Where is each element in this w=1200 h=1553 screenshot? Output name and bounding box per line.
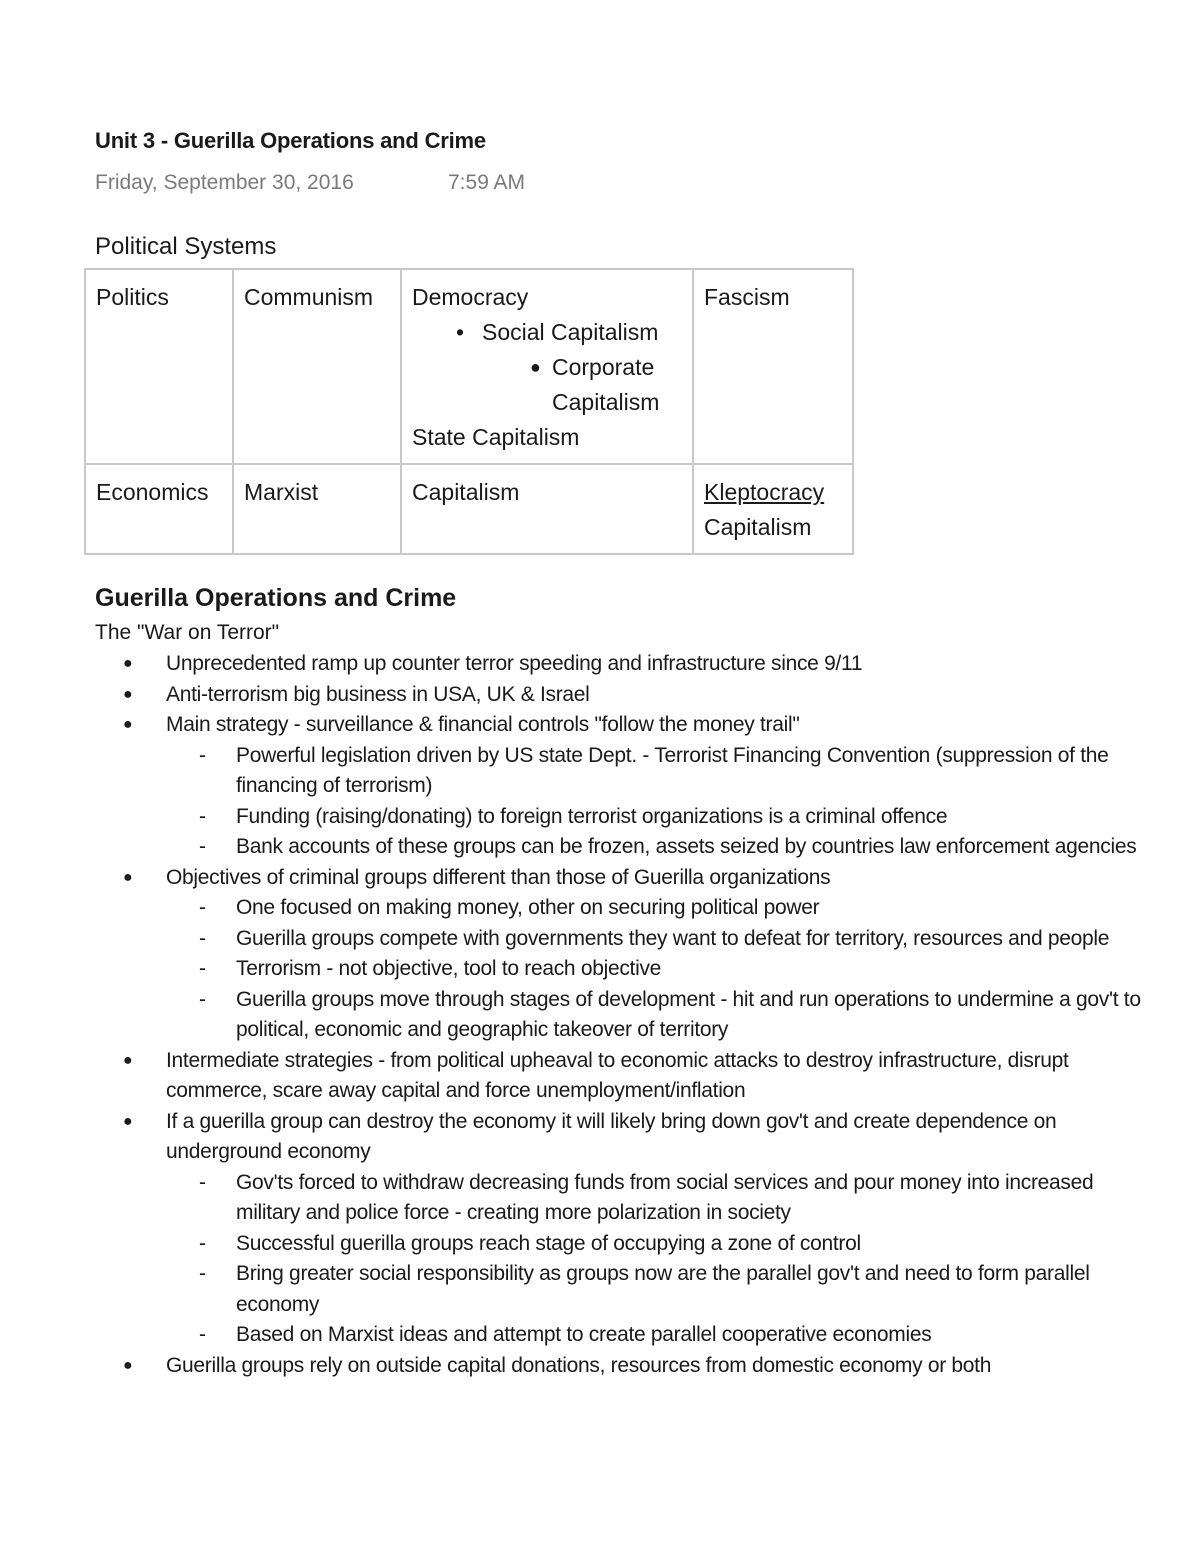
- cell-line: State Capitalism: [412, 424, 580, 450]
- list-item-text: Powerful legislation driven by US state Dept. - Terrorist Financing Convention (suppression of the financing of terrorism): [236, 743, 1109, 797]
- note-timestamp: [95, 171, 526, 195]
- list-item: [95, 1046, 1155, 1107]
- sub-list-item: [95, 1320, 1155, 1351]
- note-date: Friday, September 30, 2016: [95, 171, 354, 194]
- list-item-text: Intermediate strategies - from political upheaval to economic attacks to destroy infrastructure, disrupt commerce, scare away capital and force unemployment/inflation: [166, 1048, 1069, 1102]
- sub-list-item: [95, 924, 1155, 955]
- table-cell: Politics: [85, 269, 233, 464]
- dash-icon: -: [199, 1262, 206, 1285]
- dash-icon: -: [199, 1170, 206, 1194]
- list-item-text: Bank accounts of these groups can be frozen, assets seized by countries law enforcement agencies: [236, 835, 1137, 858]
- note-time: 7:59 AM: [448, 171, 526, 194]
- dash-icon: -: [199, 743, 206, 767]
- section-heading: Guerilla Operations and Crime: [95, 584, 457, 612]
- bullet-icon: ●: [123, 868, 133, 886]
- sub-list-item: [95, 1229, 1155, 1260]
- list-item-text: Guerilla groups compete with governments they want to defeat for territory, resources and people: [236, 926, 1110, 950]
- cell-line: Capitalism: [552, 389, 660, 415]
- dash-icon: -: [199, 804, 206, 828]
- table-cell: [693, 464, 853, 554]
- intro-line: The "War on Terror": [95, 621, 280, 644]
- notes-list: [95, 649, 1155, 1381]
- list-item-text: Main strategy - surveillance & financial controls "follow the money trail": [166, 713, 800, 736]
- sub-list-item: [95, 954, 1155, 985]
- list-item-text: Funding (raising/donating) to foreign terrorist organizations is a criminal offence: [236, 804, 948, 828]
- list-item: [95, 680, 1155, 711]
- dash-icon: -: [199, 896, 206, 919]
- bullet-icon: ●: [123, 685, 133, 703]
- bullet-icon: ●: [123, 655, 133, 672]
- sub-list-item: [95, 893, 1155, 924]
- dash-icon: -: [199, 957, 206, 980]
- section-label: Political Systems: [95, 233, 277, 260]
- list-item-text: Objectives of criminal groups different than those of Guerilla organizations: [166, 865, 831, 889]
- list-item-text: Bring greater social responsibility as groups now are the parallel gov't and need to form parallel economy: [236, 1262, 1090, 1316]
- sub-list-item: [95, 741, 1155, 802]
- sub-list-item: [95, 1168, 1155, 1229]
- sub-list-item: [95, 1259, 1155, 1320]
- list-item-text: Based on Marxist ideas and attempt to create parallel cooperative economies: [236, 1323, 932, 1346]
- table-cell: Fascism: [693, 269, 853, 464]
- table-cell: Capitalism: [401, 464, 693, 554]
- list-item: [95, 1107, 1155, 1168]
- cell-line: Capitalism: [704, 514, 812, 540]
- cell-line: ● Corporate: [552, 354, 655, 380]
- dash-icon: -: [199, 1231, 206, 1255]
- list-item-text: Guerilla groups rely on outside capital donations, resources from domestic economy or both: [166, 1353, 992, 1377]
- list-item: [95, 1351, 1155, 1382]
- table-cell: Economics: [85, 464, 233, 554]
- list-item-text: If a guerilla group can destroy the economy it will likely bring down gov't and create dependence on underground economy: [166, 1109, 1057, 1163]
- list-item-text: Successful guerilla groups reach stage of occupying a zone of control: [236, 1231, 861, 1255]
- list-item: [95, 649, 1155, 680]
- table-cell: Marxist: [233, 464, 401, 554]
- dash-icon: -: [199, 1323, 206, 1346]
- cell-line: Social Capitalism: [482, 319, 659, 345]
- dash-icon: -: [199, 987, 206, 1011]
- political-systems-table: [84, 268, 854, 555]
- list-item: [412, 350, 684, 420]
- sub-list-item: [95, 802, 1155, 833]
- page-title: Unit 3 - Guerilla Operations and Crime: [95, 128, 486, 153]
- cell-line: Kleptocracy: [704, 479, 825, 505]
- dash-icon: -: [199, 835, 206, 858]
- table-row: [85, 464, 853, 554]
- bullet-icon: ●: [123, 716, 133, 733]
- sub-list-item: [95, 985, 1155, 1046]
- bullet-icon: ●: [123, 1356, 133, 1374]
- table-cell: [401, 269, 693, 464]
- dash-icon: -: [199, 926, 206, 950]
- table-row: [85, 269, 853, 464]
- list-item-text: Unprecedented ramp up counter terror speeding and infrastructure since 9/11: [166, 652, 863, 675]
- table-cell: Communism: [233, 269, 401, 464]
- list-item-text: One focused on making money, other on securing political power: [236, 896, 820, 919]
- bullet-icon: ●: [123, 1051, 133, 1069]
- bullet-icon: ●: [123, 1112, 133, 1130]
- cell-line: Democracy: [412, 284, 529, 310]
- list-item: [95, 863, 1155, 894]
- list-item-text: Anti-terrorism big business in USA, UK & Israel: [166, 682, 590, 706]
- list-item: [412, 315, 684, 350]
- sub-list-item: [95, 832, 1155, 863]
- list-item-text: Terrorism - not objective, tool to reach objective: [236, 957, 662, 980]
- list-item: [95, 710, 1155, 741]
- list-item-text: Guerilla groups move through stages of development - hit and run operations to undermine a gov't to political, economic and geographic takeover of territory: [236, 987, 1141, 1041]
- list-item-text: Gov'ts forced to withdraw decreasing funds from social services and pour money into increased military and police force - creating more polarization in society: [236, 1170, 1094, 1224]
